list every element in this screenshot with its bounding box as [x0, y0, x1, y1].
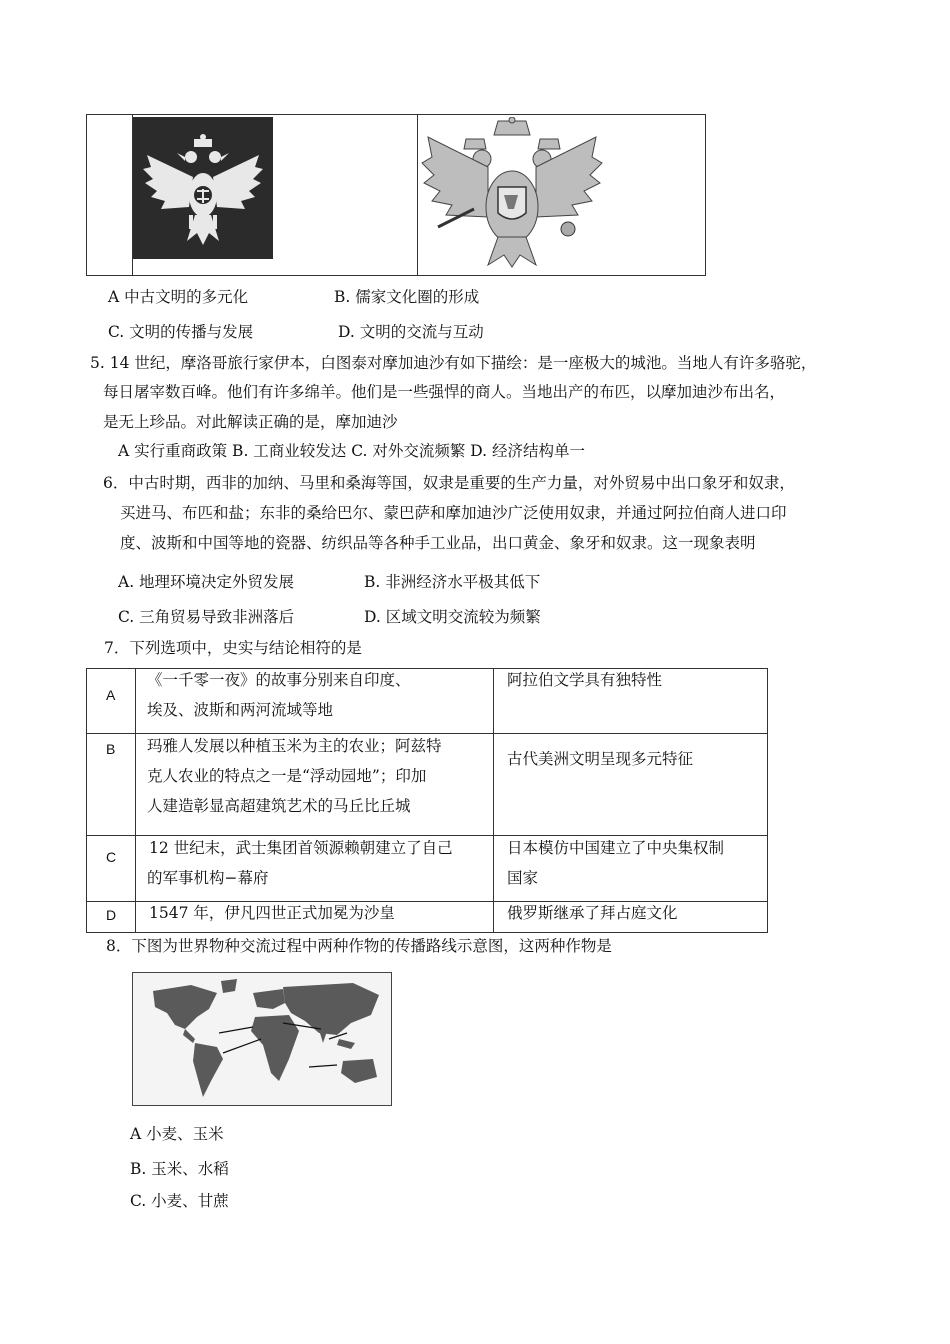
- option-b[interactable]: B. 玉米、水稻: [130, 1160, 229, 1178]
- question-5-line: 是无上珍品。对此解读正确的是，摩加迪沙: [103, 413, 398, 431]
- question-5-line: 5. 14 世纪，摩洛哥旅行家伊本，白图泰对摩加迪沙有如下描绘：是一座极大的城池。当地人有许多骆驼，: [90, 354, 817, 372]
- russian-eagle-emblem: [418, 117, 606, 269]
- fact-cell: 12 世纪末，武士集团首领源赖朝建立了自己: [149, 839, 453, 857]
- question-6-line: 6．中古时期，西非的加纳、马里和桑海等国，奴隶是重要的生产力量，对外贸易中出口象牙和奴隶，: [103, 474, 795, 492]
- option-d[interactable]: D. 文明的交流与互动: [338, 323, 484, 341]
- row-label: B: [106, 741, 116, 757]
- conclusion-cell: 俄罗斯继承了拜占庭文化: [507, 904, 678, 922]
- fact-cell: 1547 年，伊凡四世正式加冕为沙皇: [149, 904, 395, 922]
- world-map-figure: [132, 972, 392, 1106]
- question-6-line: 度、波斯和中国等地的瓷器、纺织品等各种手工业品，出口黄金、象牙和奴隶。这一现象表明: [120, 534, 756, 552]
- table-divider: [493, 669, 494, 932]
- fact-conclusion-table: [86, 668, 768, 933]
- option-c[interactable]: C. 文明的传播与发展: [108, 323, 254, 341]
- question-5-line: 每日屠宰数百峰。他们有许多绵羊。他们是一些强悍的商人。当地出产的布匹，以摩加迪沙布出名，: [103, 383, 786, 401]
- conclusion-cell: 古代美洲文明呈现多元特征: [507, 750, 694, 768]
- question-8-stem: 8．下图为世界物种交流过程中两种作物的传播路线示意图，这两种作物是: [106, 937, 612, 955]
- option-c[interactable]: C. 三角贸易导致非洲落后: [118, 608, 295, 626]
- option-b[interactable]: B. 非洲经济水平极其低下: [364, 573, 541, 591]
- question-7-stem: 7．下列选项中，史实与结论相符的是: [104, 639, 362, 657]
- byzantine-eagle-emblem: [133, 117, 273, 259]
- world-map-icon: [133, 973, 391, 1105]
- row-label: C: [106, 849, 117, 865]
- option-d[interactable]: D. 区域文明交流较为频繁: [364, 608, 541, 626]
- fact-cell: 人建造彰显高超建筑艺术的马丘比丘城: [147, 797, 411, 815]
- conclusion-cell: 日本模仿中国建立了中央集权制: [507, 839, 725, 857]
- option-b[interactable]: B. 儒家文化圈的形成: [334, 288, 480, 306]
- conclusion-cell: 国家: [507, 869, 539, 887]
- fact-cell: 埃及、波斯和两河流域等地: [147, 701, 334, 719]
- row-label: D: [106, 907, 117, 923]
- fact-cell: 的军事机构−幕府: [147, 869, 269, 887]
- option-a[interactable]: A 小麦、玉米: [130, 1125, 224, 1143]
- conclusion-cell: 阿拉伯文学具有独特性: [507, 671, 663, 689]
- crowned-eagle-icon: [418, 117, 606, 269]
- option-c[interactable]: C. 小麦、甘蔗: [130, 1192, 229, 1210]
- table-divider: [135, 669, 136, 932]
- fact-cell: 克人农业的特点之一是“浮动园地”；印加: [147, 767, 427, 785]
- fact-cell: 玛雅人发展以种植玉米为主的农业；阿兹特: [147, 737, 442, 755]
- question-6-line: 买进马、布匹和盐；东非的桑给巴尔、蒙巴萨和摩加迪沙广泛使用奴隶，并通过阿拉伯商人进口印: [120, 504, 787, 522]
- double-headed-eagle-icon: [133, 117, 273, 259]
- option-a[interactable]: A 中古文明的多元化: [108, 288, 249, 306]
- row-label: A: [106, 687, 116, 703]
- question-5-options[interactable]: A 实行重商政策 B. 工商业较发达 C. 对外交流频繁 D. 经济结构单一: [118, 442, 586, 460]
- option-a[interactable]: A. 地理环境决定外贸发展: [118, 573, 295, 591]
- fact-cell: 《一千零一夜》的故事分别来自印度、: [147, 671, 411, 689]
